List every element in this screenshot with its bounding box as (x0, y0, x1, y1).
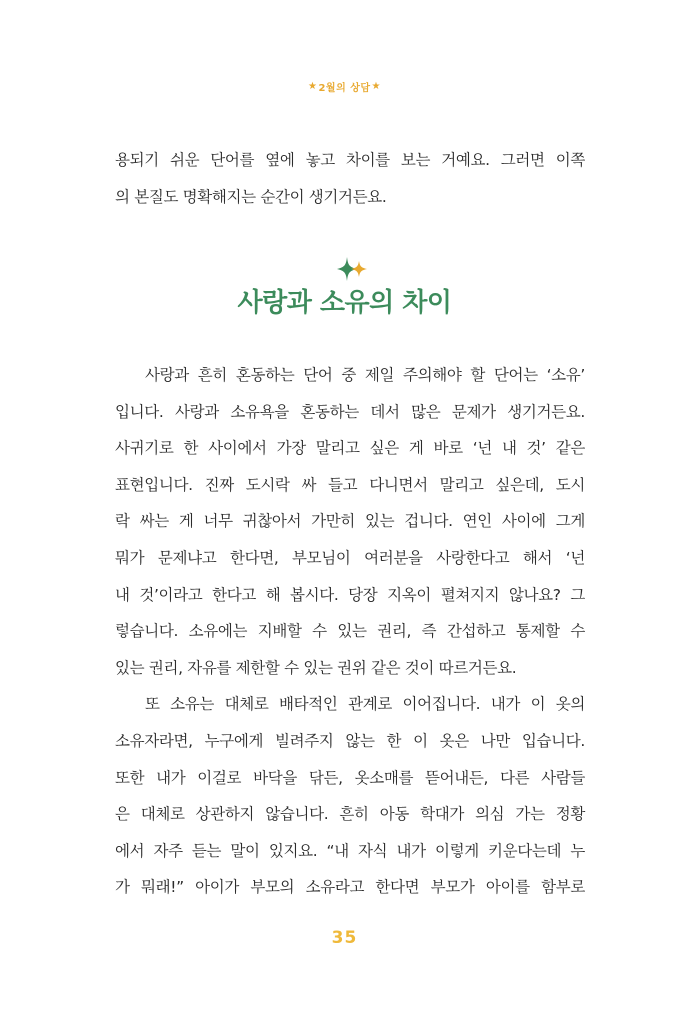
paragraph-line: 사귀기로 한 사이에서 가장 말리고 싶은 게 바로 ‘넌 내 것’ 같은 (115, 439, 585, 458)
paragraph-line: 사랑과 흔히 혼동하는 단어 중 제일 주의해야 할 단어는 ‘소유’ (145, 366, 585, 384)
star-right-icon: ★ (371, 81, 382, 92)
paragraph-line: 락 싸는 게 너무 귀찮아서 가만히 있는 겁니다. 연인 사이에 그게 (115, 512, 585, 531)
paragraph-line: 표현입니다. 진짜 도시락 싸 들고 다니면서 말리고 싶은데, 도시 (115, 475, 585, 494)
intro-paragraph (115, 142, 585, 215)
intro-line: 용되기 쉬운 단어를 옆에 놓고 차이를 보는 거예요. 그러면 이쪽 (115, 151, 585, 169)
paragraph-line: 내 것’이라고 한다고 해 봅시다. 당장 지옥이 펼쳐지지 않나요? 그 (115, 585, 585, 604)
paragraph-line: 소유자라면, 누구에게 빌려주지 않는 한 이 옷은 나만 입습니다. (115, 731, 585, 750)
running-header-title: 2월의 상담 (318, 83, 371, 94)
paragraph-line: 또 소유는 대체로 배타적인 관계로 이어집니다. 내가 이 옷의 (145, 695, 585, 714)
sparkle-orange-icon (351, 261, 367, 277)
sparkle-ornament-icon (336, 256, 370, 282)
section-title: 사랑과 소유의 차이 (237, 288, 452, 318)
star-left-icon: ★ (307, 81, 318, 92)
running-header (0, 79, 689, 94)
paragraph-line: 입니다. 사랑과 소유욕을 혼동하는 데서 많은 문제가 생기거든요. (115, 402, 585, 421)
paragraph-line: 은 대체로 상관하지 않습니다. 흔히 아동 학대가 의심 가는 정황 (115, 805, 585, 824)
paragraph-line: 뭐가 문제냐고 한다면, 부모님이 여러분을 사랑한다고 해서 ‘넌 (115, 548, 585, 567)
paragraph-line: 또한 내가 이걸로 바닥을 닦든, 옷소매를 뜯어내든, 다른 사람들 (115, 768, 585, 787)
paragraph-line: 렇습니다. 소유에는 지배할 수 있는 권리, 즉 간섭하고 통제할 수 (115, 622, 585, 641)
paragraph-line: 가 뭐래!” 아이가 부모의 소유라고 한다면 부모가 아이를 함부로 (115, 878, 585, 897)
page-number: 35 (331, 928, 358, 948)
paragraph-line: 에서 자주 듣는 말이 있지요. “내 자식 내가 이렇게 키운다는데 누 (115, 841, 585, 860)
intro-line: 의 본질도 명확해지는 순간이 생기거든요. (115, 187, 387, 206)
paragraph-line: 있는 권리, 자유를 제한할 수 있는 권위 같은 것이 따르거든요. (115, 658, 517, 677)
body-text (115, 357, 585, 906)
